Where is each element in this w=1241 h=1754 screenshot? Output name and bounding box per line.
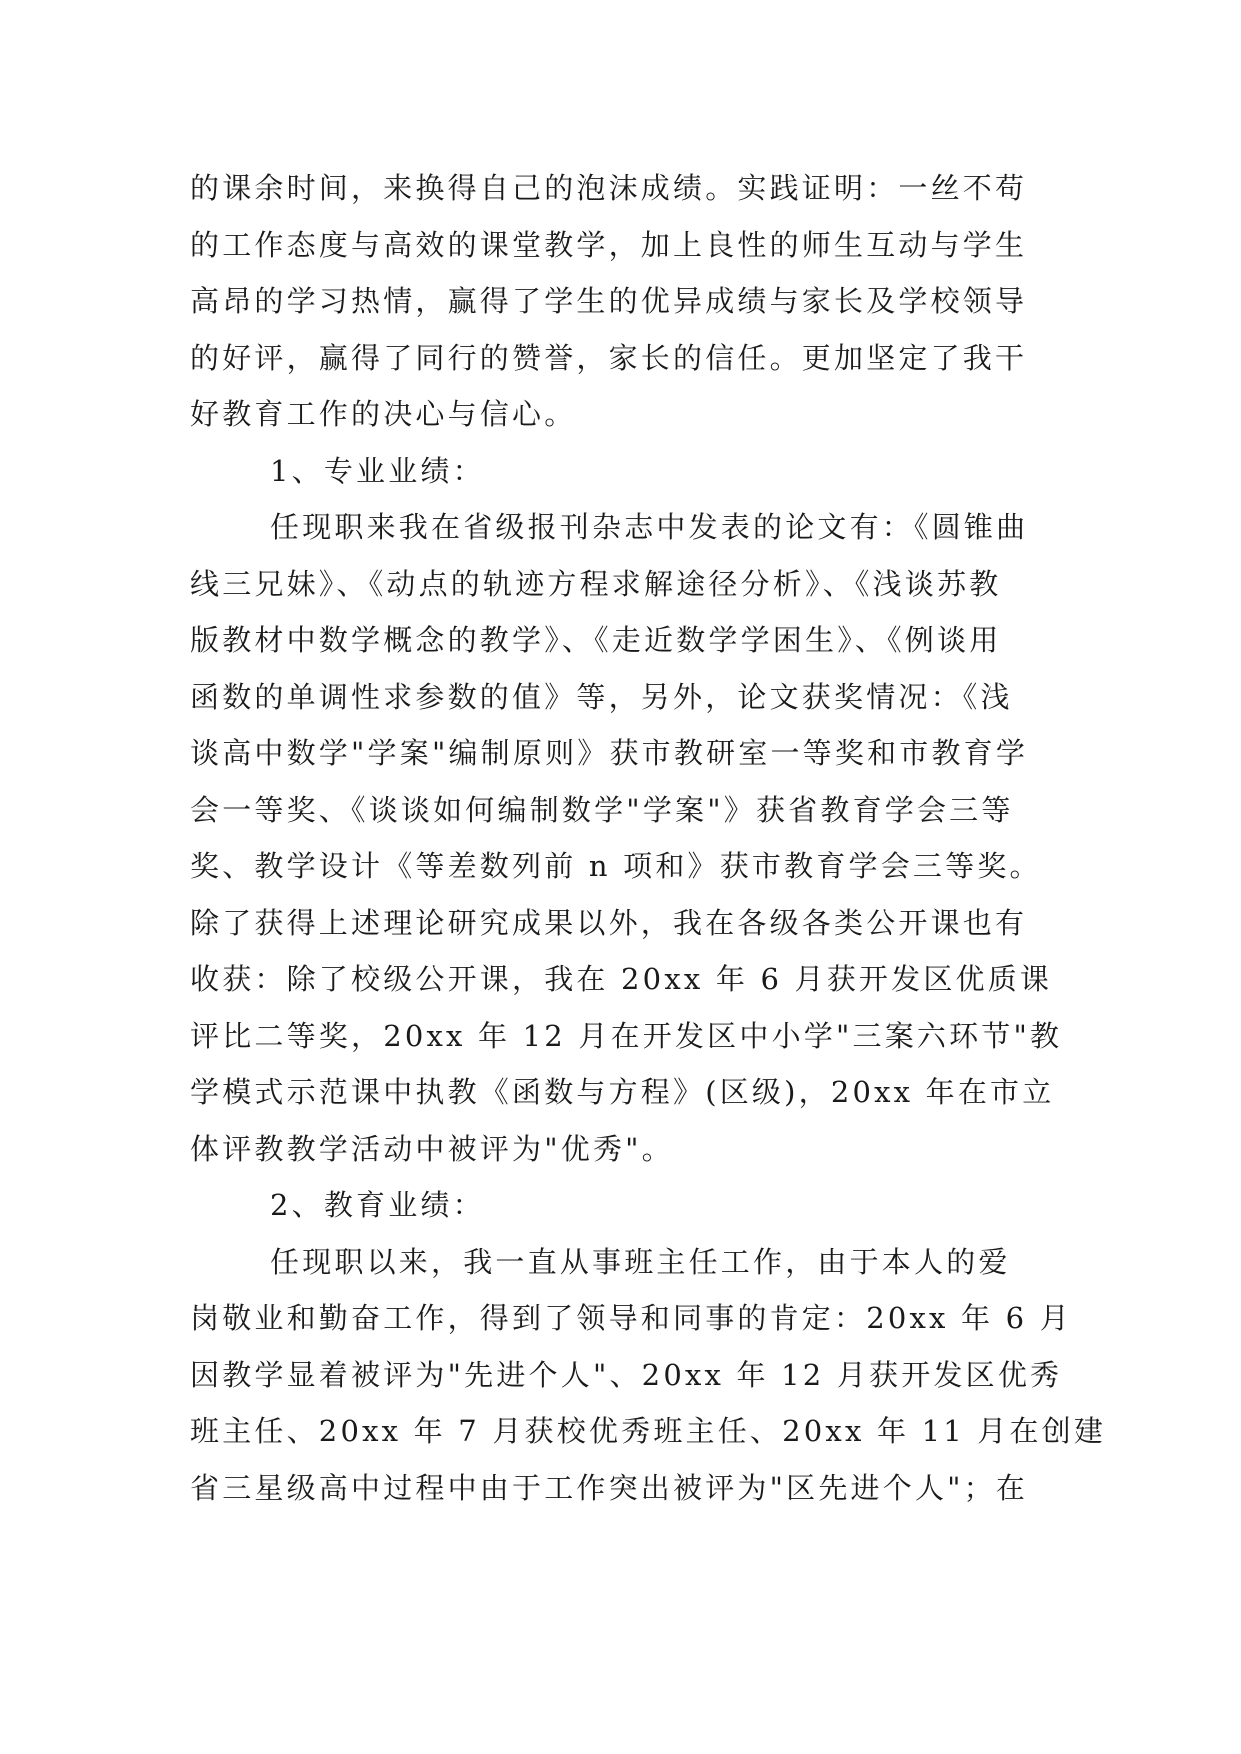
text-line: 的好评，赢得了同行的赞誉，家长的信任。更加坚定了我干 [190, 340, 1028, 375]
text-line: 好教育工作的决心与信心。 [190, 397, 577, 431]
text-line: 函数的单调性求参数的值》等，另外，论文获奖情况：《浅 [190, 679, 1013, 714]
text-line: 的工作态度与高效的课堂教学，加上良性的师生互动与学生 [190, 227, 1028, 262]
text-line: 版教材中数学概念的教学》、《走近数学学困生》、《例谈用 [190, 623, 1002, 657]
text-line: 任现职以来，我一直从事班主任工作，由于本人的爱 [270, 1244, 1011, 1279]
text-line: 线三兄妹》、《动点的轨迹方程求解途径分析》、《浅谈苏教 [190, 566, 1002, 601]
section-heading-education: 2、教育业绩： [270, 1188, 485, 1222]
text-line: 的课余时间，来换得自己的泡沫成绩。实践证明：一丝不苟 [190, 171, 1028, 205]
text-line: 奖、教学设计《等差数列前 n 项和》获市教育学会三等奖。 [190, 849, 1042, 883]
text-line: 高昂的学习热情，赢得了学生的优异成绩与家长及学校领导 [190, 284, 1028, 318]
text-line: 班主任、20xx 年 7 月获校优秀班主任、20xx 年 11 月在创建 [190, 1414, 1107, 1448]
text-line: 任现职来我在省级报刊杂志中发表的论文有：《圆锥曲 [270, 510, 1029, 544]
text-line: 因教学显着被评为"先进个人"、20xx 年 12 月获开发区优秀 [190, 1357, 1063, 1392]
section-heading-professional: 1、专业业绩： [270, 453, 485, 488]
text-line: 学模式示范课中执教《函数与方程》(区级)，20xx 年在市立 [190, 1075, 1055, 1109]
text-line: 除了获得上述理论研究成果以外，我在各级各类公开课也有 [190, 905, 1028, 940]
text-line: 岗敬业和勤奋工作，得到了领导和同事的肯定：20xx 年 6 月 [190, 1301, 1072, 1335]
document-body [190, 160, 1107, 1516]
text-line: 评比二等奖，20xx 年 12 月在开发区中小学"三案六环节"教 [190, 1018, 1063, 1053]
text-line: 收获：除了校级公开课，我在 20xx 年 6 月获开发区优质课 [190, 962, 1053, 996]
text-line: 体评教教学活动中被评为"优秀"。 [190, 1131, 674, 1166]
text-line: 省三星级高中过程中由于工作突出被评为"区先进个人"；在 [190, 1470, 1029, 1505]
text-line: 会一等奖、《谈谈如何编制数学"学案"》获省教育学会三等 [190, 792, 1014, 827]
text-line: 谈高中数学"学案"编制原则》获市教研室一等奖和市教育学 [190, 736, 1029, 770]
